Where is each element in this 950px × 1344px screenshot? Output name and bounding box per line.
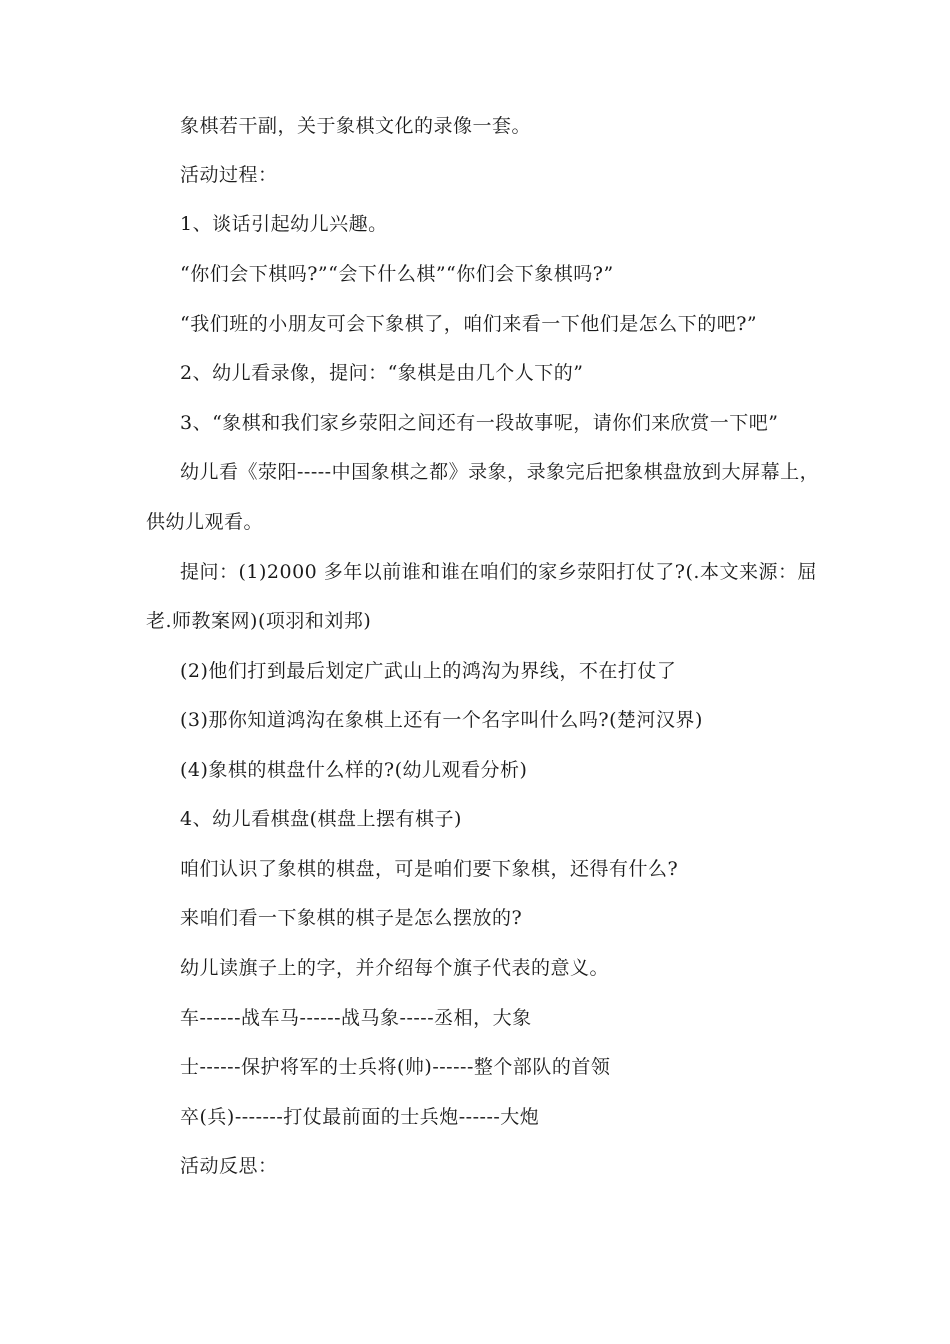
paragraph-watch-video: 幼儿看《荥阳-----中国象棋之都》录象，录象完后把象棋盘放到大屏幕上， [180,461,820,483]
step-3: 3、“象棋和我们家乡荥阳之间还有一段故事呢，请你们来欣赏一下吧” [180,412,779,434]
heading-activity-process: 活动过程： [180,164,278,186]
question-3: (3)那你知道鸿沟在象棋上还有一个名字叫什么吗?(楚河汉界) [180,709,703,731]
question-1-cont: 老.师教案网)(项羽和刘邦) [146,610,372,632]
pieces-meaning-1: 车------战车马------战马象-----丞相，大象 [180,1007,532,1029]
paragraph-materials: 象棋若干副，关于象棋文化的录像一套。 [180,115,532,137]
pieces-meaning-3: 卒(兵)-------打仗最前面的士兵炮------大炮 [180,1106,540,1128]
question-4: (4)象棋的棋盘什么样的?(幼儿观看分析) [180,759,528,781]
paragraph-pieces-arrangement: 来咱们看一下象棋的棋子是怎么摆放的? [180,907,523,929]
paragraph-pieces-question: 咱们认识了象棋的棋盘，可是咱们要下象棋，还得有什么? [180,858,679,880]
step-1: 1、谈话引起幼儿兴趣。 [180,213,388,235]
question-2: (2)他们打到最后划定广武山上的鸿沟为界线，不在打仗了 [180,660,677,682]
dialogue-question-2: “我们班的小朋友可会下象棋了，咱们来看一下他们是怎么下的吧?” [180,313,758,335]
dialogue-question-1: “你们会下棋吗?”“会下什么棋”“你们会下象棋吗?” [180,263,614,285]
paragraph-watch-video-cont: 供幼儿观看。 [146,511,264,533]
step-2: 2、幼儿看录像，提问：“象棋是由几个人下的” [180,362,584,384]
pieces-meaning-2: 士------保护将军的士兵将(帅)------整个部队的首领 [180,1056,611,1078]
heading-activity-reflection: 活动反思： [180,1155,278,1177]
paragraph-read-pieces: 幼儿读旗子上的字，并介绍每个旗子代表的意义。 [180,957,610,979]
step-4: 4、幼儿看棋盘(棋盘上摆有棋子) [180,808,462,830]
question-1: 提问：(1)2000 多年以前谁和谁在咱们的家乡荥阳打仗了?(.本文来源：屈 [180,561,817,583]
